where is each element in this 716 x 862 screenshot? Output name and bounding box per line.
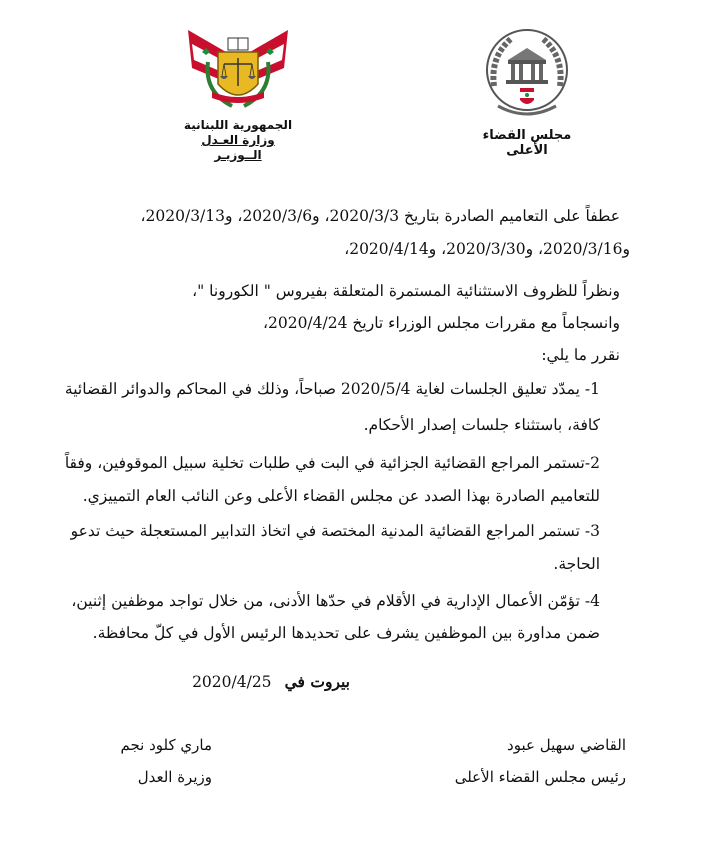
ministry-emblem-icon: [178, 22, 298, 114]
ministry-title: الــوزيـر: [214, 148, 262, 162]
signature-right: [430, 734, 626, 788]
council-emblem-icon: [482, 26, 572, 122]
list-item-3-cont: الحاجة.: [553, 555, 600, 573]
list-item-4: 4- تؤمّن الأعمال الإدارية في الأقلام في حدّها الأدنى، من خلال تواجد موظفين إثنين،: [71, 592, 600, 610]
body-line-1: عطفاً على التعاميم الصادرة بتاريخ 2020/3/3، و2020/3/6، و2020/3/13،: [140, 207, 620, 225]
signature-right-name: القاضي سهيل عبود: [507, 736, 626, 754]
ministry-header: [178, 22, 298, 163]
dateline-date: 2020/4/25: [192, 673, 272, 691]
council-name: مجلس القضاء الأعلى: [482, 128, 572, 158]
signature-left-name: ماري كلود نجم: [120, 736, 212, 754]
list-item-2-cont: للتعاميم الصادرة بهذا الصدد عن مجلس القضاء الأعلى وعن النائب العام التمييزي.: [82, 487, 600, 505]
dateline-city: بيروت في: [284, 672, 350, 691]
ministry-country: الجمهورية اللبنانية: [183, 118, 293, 132]
list-item-1-cont: كافة، باستثناء جلسات إصدار الأحكام.: [363, 416, 600, 434]
list-item-4-cont: ضمن مداورة بين الموظفين يشرف على تحديدها الرئيس الأول في كلّ محافظة.: [92, 624, 600, 642]
signature-left-title: وزيرة العدل: [137, 768, 212, 786]
council-header: [462, 26, 592, 158]
dateline: [180, 672, 350, 696]
list-item-3: 3- تستمر المراجع القضائية المدنية المختصة في اتخاذ التدابير المستعجلة حيث تدعو: [70, 522, 600, 540]
list-item-1: 1- يمدّد تعليق الجلسات لغاية 2020/5/4 صباحاً، وذلك في المحاكم والدوائر القضائية: [64, 380, 600, 398]
signature-left: [90, 734, 212, 788]
body-line-2: و2020/3/16، و2020/3/30، و2020/4/14،: [344, 240, 630, 258]
body-line-5: نقرر ما يلي:: [541, 346, 620, 364]
ministry-name: وزارة العـدل: [201, 133, 275, 147]
list-item-2: 2-تستمر المراجع القضائية الجزائية في البت في طلبات تخلية سبيل الموقوفين، وفقاً: [64, 454, 600, 472]
body-line-4: وانسجاماً مع مقررات مجلس الوزراء تاريخ 2020/4/24،: [262, 314, 620, 332]
body-line-3: ونظراً للظروف الاستثنائية المستمرة المتعلقة بفيروس " الكورونا "،: [192, 282, 620, 300]
signature-right-title: رئيس مجلس القضاء الأعلى: [454, 768, 626, 786]
